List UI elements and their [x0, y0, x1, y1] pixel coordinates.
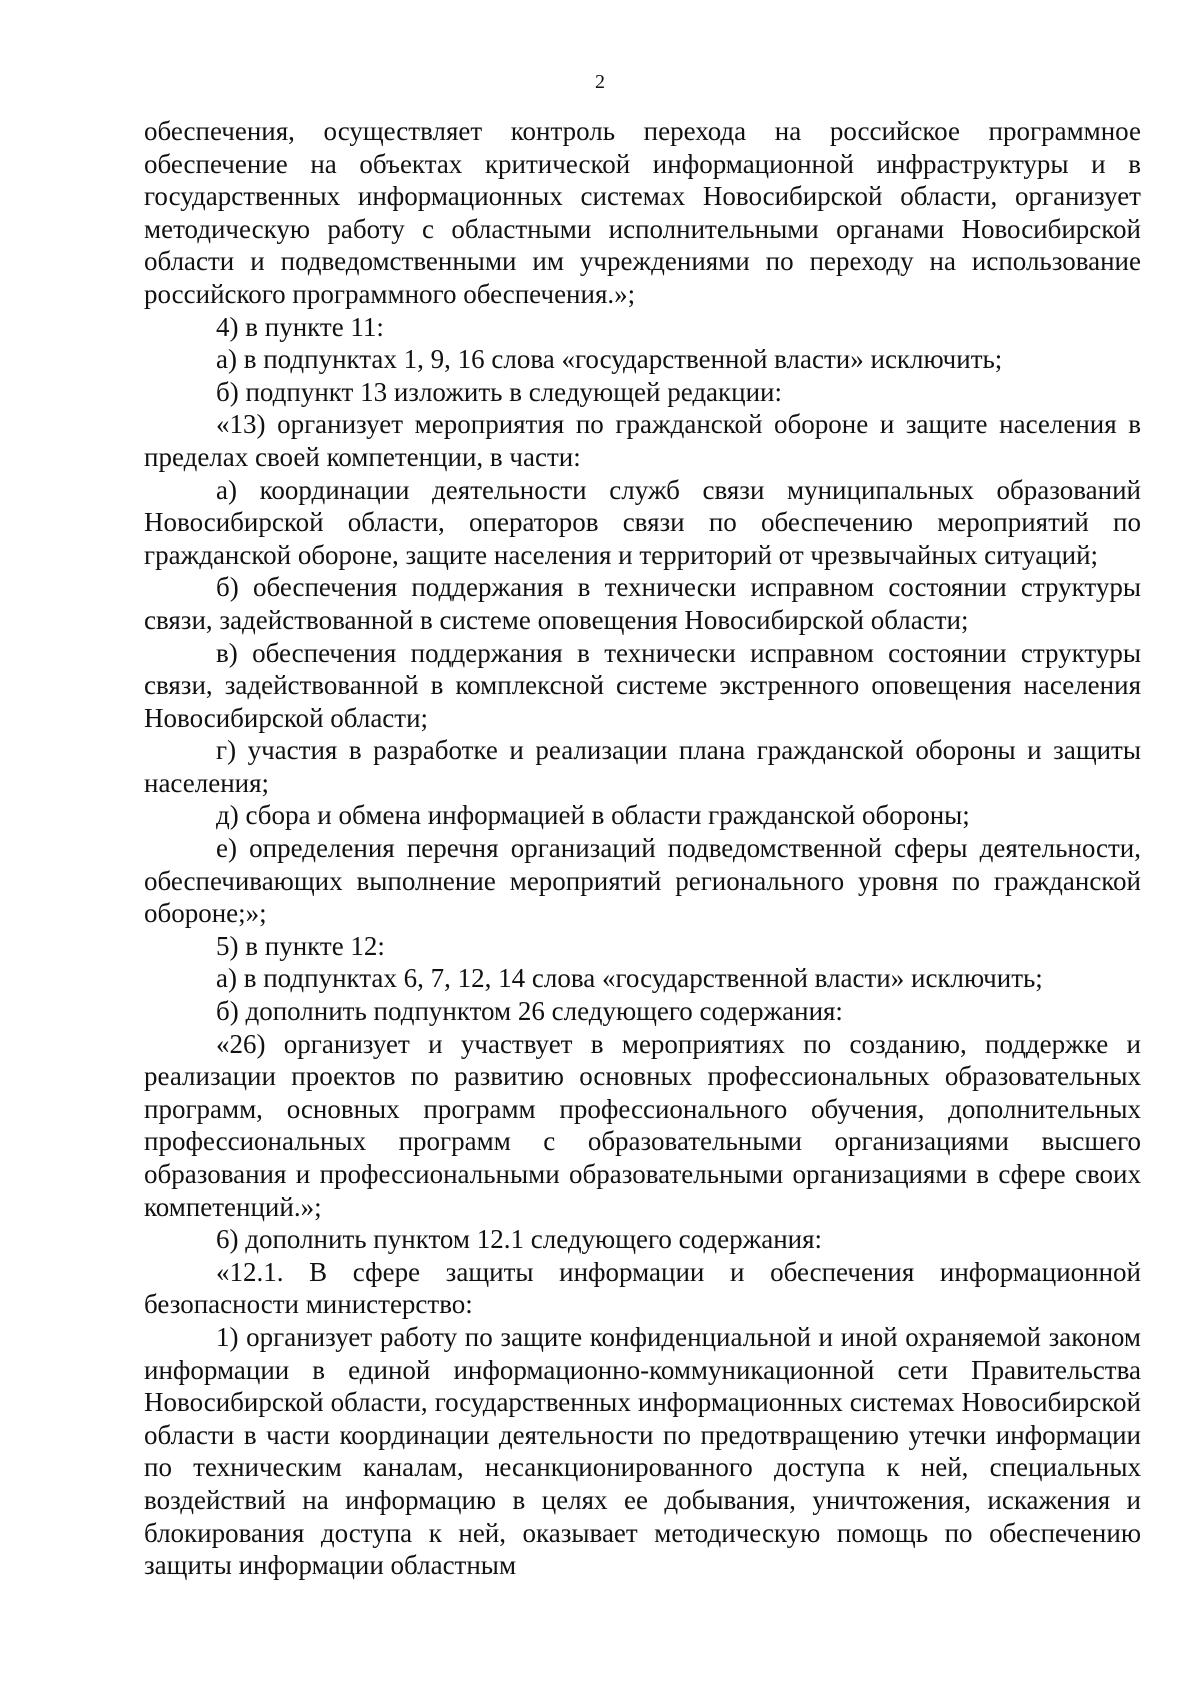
paragraph: б) обеспечения поддержания в технически исправном состоянии структуры связи, задействованной в системе оповещения Новосибирской области; — [144, 572, 1141, 635]
paragraph: обеспечения, осуществляет контроль перехода на российское программное обеспечение на объектах критической информационной инфраструктуры и в государственных информационных системах Новосибирской области, организует методическую работу с областными исполнительными органами Новосибирской области и подведомственными им учреждениями по переходу на использование российского программного обеспечения.»; — [144, 116, 1141, 309]
paragraph: «12.1. В сфере защиты информации и обеспечения информационной безопасности министерство: — [144, 1256, 1141, 1320]
paragraph: «13) организует мероприятия по гражданской обороне и защите населения в пределах своей компетенции, в части: — [144, 409, 1141, 472]
paragraph: а) в подпунктах 1, 9, 16 слова «государственной власти» исключить; — [216, 344, 1003, 375]
paragraph: «26) организует и участвует в мероприятиях по созданию, поддержке и реализации проектов по развитию основных профессиональных образовательных программ, основных программ профессионального обучения, дополнительных профессиональных программ с образовательными организациями высшего образования и профессиональными образовательными организациями в сфере своих компетенций.»; — [144, 1028, 1141, 1222]
paragraph: е) определения перечня организаций подведомственной сферы деятельности, обеспечивающих выполнение мероприятий регионального уровня по гражданской обороне;»; — [144, 833, 1141, 929]
paragraph: 1) организует работу по защите конфиденциальной и иной охраняемой законом информации в единой информационно-коммуникационной сети Правительства Новосибирской области, государственных информационных системах Новосибирской области в части координации деятельности по предотвращению утечки информации по техническим каналам, несанкционированного доступа к ней, специальных воздействий на информацию в целях ее добывания, уничтожения, искажения и блокирования доступа к ней, оказывает методическую помощь по обеспечению защиты информации областным — [144, 1321, 1141, 1581]
paragraph: а) в подпунктах 6, 7, 12, 14 слова «государственной власти» исключить; — [216, 963, 1043, 994]
paragraph: б) подпункт 13 изложить в следующей редакции: — [216, 376, 783, 407]
paragraph: г) участия в разработке и реализации плана гражданской обороны и защиты населения; — [144, 735, 1141, 798]
paragraph: д) сбора и обмена информацией в области гражданской обороны; — [216, 800, 970, 831]
paragraph: в) обеспечения поддержания в технически исправном состоянии структуры связи, задействованной в комплексной системе экстренного оповещения населения Новосибирской области; — [144, 637, 1141, 733]
paragraph: 6) дополнить пунктом 12.1 следующего содержания: — [216, 1224, 823, 1255]
page-number: 2 — [595, 71, 605, 93]
paragraph: б) дополнить подпунктом 26 следующего содержания: — [216, 996, 843, 1027]
document-body — [144, 115, 1141, 1582]
paragraph: а) координации деятельности служб связи муниципальных образований Новосибирской области, операторов связи по обеспечению мероприятий по гражданской обороне, защите населения и территорий от чрезвычайных ситуаций; — [144, 474, 1141, 570]
paragraph: 4) в пункте 11: — [216, 311, 384, 342]
paragraph: 5) в пункте 12: — [216, 930, 385, 961]
